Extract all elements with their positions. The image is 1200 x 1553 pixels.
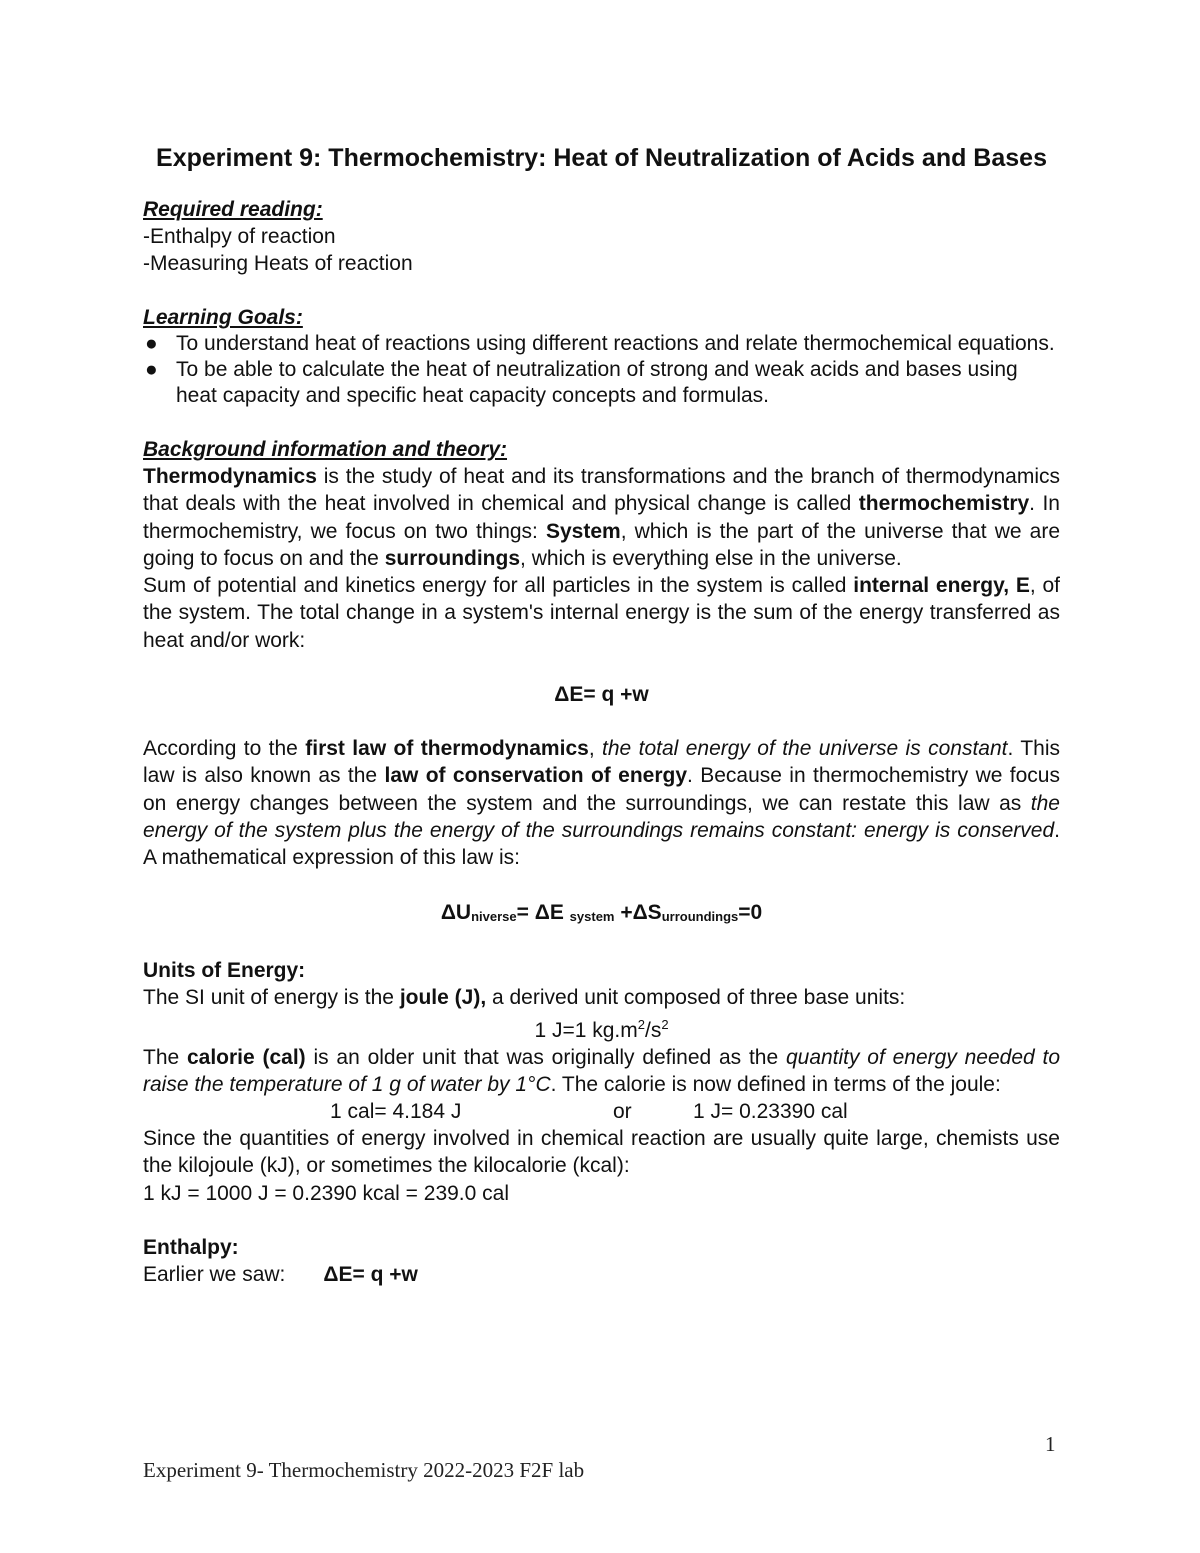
text-run: is an older unit that was originally defined as the — [305, 1045, 786, 1069]
page-footer: Experiment 9- Thermochemistry 2022-2023 F2F lab — [143, 1458, 585, 1482]
goal-item — [145, 331, 1060, 357]
background-paragraph-3 — [143, 735, 1060, 871]
text-run: is the study of heat and its transformations and the branch of thermodynamics that deals with the heat involved in chemical and physical change is called — [143, 465, 1060, 516]
kilojoule-paragraph: Since the quantities of energy involved in chemical reaction are usually quite large, chemists use the kilojoule (kJ), or sometimes the kilocalorie (kcal): — [143, 1127, 1060, 1178]
equation-universe — [143, 899, 1060, 930]
term-thermochemistry: thermochemistry — [858, 492, 1030, 516]
text-run: a derived unit composed of three base units: — [486, 985, 906, 1009]
document-page — [143, 142, 1060, 1288]
required-reading-heading: Required reading: — [143, 198, 323, 221]
learning-goals-list — [143, 331, 1060, 409]
superscript: 2 — [637, 1016, 645, 1032]
text-run: , which is everything else in the universe. — [520, 546, 902, 570]
text-run: . A mathematical expression of this law is: — [143, 818, 1060, 870]
conversion-or: or — [613, 1100, 632, 1124]
text-run: Sum of potential and kinetics energy for all particles in the system is called — [143, 574, 854, 598]
bullet-icon: ● — [145, 358, 158, 381]
text-run: According to the — [143, 737, 306, 761]
kilojoule-line: 1 kJ = 1000 J = 0.2390 kcal = 239.0 cal — [143, 1181, 510, 1205]
learning-goals-heading: Learning Goals: — [143, 306, 303, 329]
italic-run: the total energy of the universe is constant — [602, 737, 1008, 761]
term-surroundings: surroundings — [384, 546, 521, 570]
term-calorie: calorie (cal) — [186, 1045, 306, 1069]
term-conservation: law of conservation of energy — [384, 764, 688, 788]
goal-text: To be able to calculate the heat of neutralization of strong and weak acids and bases using heat capacity and specific heat capacity concepts and formulas. — [176, 358, 1018, 407]
conversion-right: 1 J= 0.23390 cal — [693, 1100, 848, 1124]
italic-run: the energy of the system plus the energy of the surroundings remains constant: energy is conserved — [143, 791, 1060, 842]
text-run: , which is the part of the universe that we are going to focus on and the — [143, 519, 1060, 570]
goal-item — [145, 357, 1060, 409]
equation-delta-e-repeat: ΔE= q +w — [323, 1262, 418, 1286]
eq-part: = ΔE — [516, 900, 570, 924]
text-run: The SI unit of energy is the — [143, 985, 400, 1009]
eq-part: =0 — [738, 900, 763, 924]
eq-subscript: urroundings — [661, 908, 739, 924]
text-run: The — [143, 1045, 187, 1069]
page-number: 1 — [1045, 1432, 1056, 1456]
text-run: . This law is also known as the — [143, 737, 1060, 788]
joule-definition — [143, 1011, 1060, 1044]
document-title: Experiment 9: Thermochemistry: Heat of Neutralization of Acids and Bases — [156, 144, 1047, 172]
term-internal-energy: internal energy, E — [853, 574, 1030, 598]
text-run: . The calorie is now defined in terms of the joule: — [550, 1072, 1001, 1096]
conversion-left: 1 cal= 4.184 J — [330, 1100, 462, 1124]
background-paragraph-2 — [143, 572, 1060, 654]
units-heading: Units of Energy: — [143, 958, 306, 982]
calorie-paragraph — [143, 1044, 1060, 1099]
term-joule: joule (J), — [399, 985, 487, 1009]
eq-subscript: niverse — [471, 908, 517, 924]
reading-item: -Enthalpy of reaction — [143, 225, 336, 248]
text-run: . In thermochemistry, we focus on two things: — [143, 492, 1060, 543]
enthalpy-heading: Enthalpy: — [143, 1235, 239, 1259]
units-si-line — [143, 984, 1060, 1011]
background-heading: Background information and theory: — [143, 438, 508, 461]
term-thermodynamics: Thermodynamics — [143, 465, 317, 488]
term-system: System — [545, 519, 621, 543]
enthalpy-line — [143, 1261, 1060, 1288]
text-run: , — [588, 737, 603, 761]
superscript: 2 — [661, 1016, 669, 1032]
text-run: /s — [644, 1018, 662, 1042]
goal-text: To understand heat of reactions using different reactions and relate thermochemical equations. — [176, 332, 1055, 355]
reading-item: -Measuring Heats of reaction — [143, 252, 413, 275]
text-run: , of the system. The total change in a system's internal energy is the sum of the energy transferred as heat and/or work: — [143, 574, 1061, 652]
text-run: Earlier we saw: — [143, 1262, 286, 1286]
text-run: 1 J=1 kg.m — [534, 1018, 638, 1042]
text-run: . Because in thermochemistry we focus on energy changes between the system and the surroundings, we can restate this law as — [143, 764, 1060, 815]
calorie-conversion — [143, 1098, 1060, 1125]
italic-run: quantity of energy needed to raise the temperature of 1 g of water by 1°C — [143, 1045, 1060, 1096]
eq-part: ΔU — [440, 900, 472, 924]
eq-subscript: system — [569, 908, 615, 924]
equation-delta-e: ΔE= q +w — [554, 683, 649, 707]
background-paragraph-1 — [143, 463, 1060, 572]
bullet-icon: ● — [145, 332, 158, 355]
eq-part: +ΔS — [614, 900, 662, 924]
term-first-law: first law of thermodynamics — [305, 737, 589, 761]
